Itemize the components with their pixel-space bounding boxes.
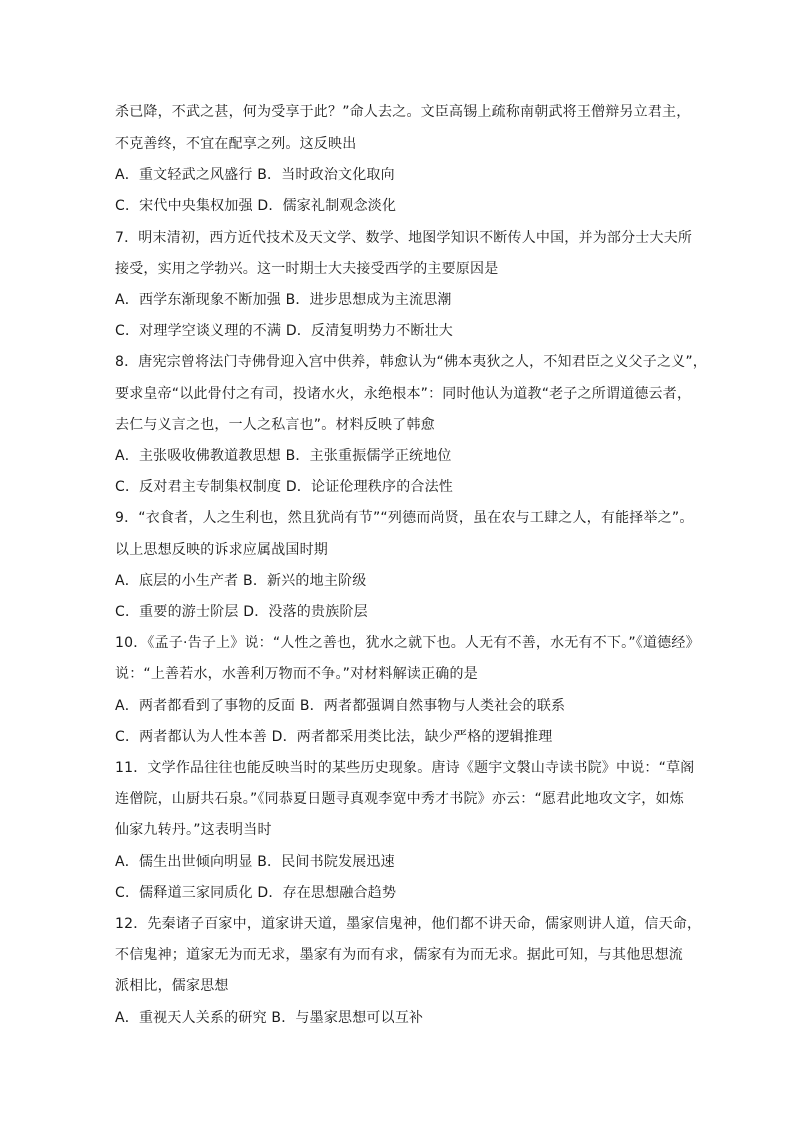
- answer-options: A．儒生出世倾向明显 B．民间书院发展迅速: [115, 854, 395, 870]
- answer-options: C．宋代中央集权加强 D．儒家礼制观念淡化: [115, 198, 397, 214]
- question-8: 8．唐宪宗曾将法门寺佛骨迎入宫中供养，韩愈认为“佛本夷狄之人，不知君臣之义父子之义”，: [115, 354, 708, 370]
- question-12: 12．先秦诸子百家中，道家讲天道，墨家信鬼神，他们都不讲天命，儒家则讲人道，信天命，: [115, 916, 702, 932]
- text-line: 仙家九转丹。”这表明当时: [115, 822, 272, 838]
- answer-options: A．主张吸收佛教道教思想 B．主张重振儒学正统地位: [115, 448, 452, 464]
- answer-options: C．反对君主专制集权制度 D．论证伦理秩序的合法性: [115, 479, 454, 495]
- answer-options: A．重文轻武之风盛行 B．当时政治文化取向: [115, 167, 395, 183]
- answer-options: A．两者都看到了事物的反面 B．两者都强调自然事物与人类社会的联系: [115, 698, 566, 714]
- answer-options: C．儒释道三家同质化 D．存在思想融合趋势: [115, 885, 397, 901]
- text-line: 杀已降，不武之甚，何为受享于此？”命人去之。文臣高锡上疏称南朝武将王僧辩另立君主，: [115, 104, 691, 120]
- question-9: 9．“衣食者，人之生利也，然且犹尚有节”“列德而尚贤，虽在农与工肆之人，有能择举之”。: [115, 510, 694, 526]
- text-line: 要求皇帝“以此骨付之有司，投诸水火，永绝根本”：同时他认为道教“老子之所谓道德云者，: [115, 386, 692, 402]
- question-7: 7．明末清初，西方近代技术及天文学、数学、地图学知识不断传人中国，并为部分士大夫所: [115, 230, 693, 246]
- answer-options: A．西学东渐现象不断加强 B．进步思想成为主流思潮: [115, 292, 452, 308]
- answer-options: C．重要的游士阶层 D．没落的贵族阶层: [115, 604, 368, 620]
- text-line: 连僧院，山厨共石泉。”《同恭夏日题寻真观李宽中秀才书院》亦云：“愿君此地攻文字，如炼: [115, 791, 684, 807]
- text-line: 以上思想反映的诉求应属战国时期: [115, 542, 328, 558]
- answer-options: C．对理学空谈义理的不满 D．反清复明势力不断壮大: [115, 323, 454, 339]
- text-line: 去仁与义言之也，一人之私言也”。材料反映了韩愈: [115, 417, 435, 433]
- text-line: 不信鬼神；道家无为而无求，墨家有为而有求，儒家有为而无求。据此可知，与其他思想流: [115, 947, 683, 963]
- question-11: 11．文学作品往往也能反映当时的某些历史现象。唐诗《题宇文褩山寺读书院》中说：“草阁: [115, 760, 695, 776]
- answer-options: A．重视天人关系的研究 B．与墨家思想可以互补: [115, 1010, 424, 1026]
- answer-options: C．两者都认为人性本善 D．两者都采用类比法，缺少严格的逻辑推理: [115, 729, 553, 745]
- text-line: 说：“上善若水，水善利万物而不争。”对材料解读正确的是: [115, 666, 478, 682]
- text-line: 不克善终，不宜在配享之列。这反映出: [115, 136, 357, 152]
- answer-options: A．底层的小生产者 B．新兴的地主阶级: [115, 573, 367, 589]
- text-line: 接受，实用之学勃兴。这一时期士大夫接受西学的主要原因是: [115, 261, 499, 277]
- question-10: 10．《孟子·告子上》说：“人性之善也，犹水之就下也。人无有不善，水无有不下。”《道德经》: [115, 635, 700, 651]
- text-line: 派相比，儒家思想: [115, 978, 229, 994]
